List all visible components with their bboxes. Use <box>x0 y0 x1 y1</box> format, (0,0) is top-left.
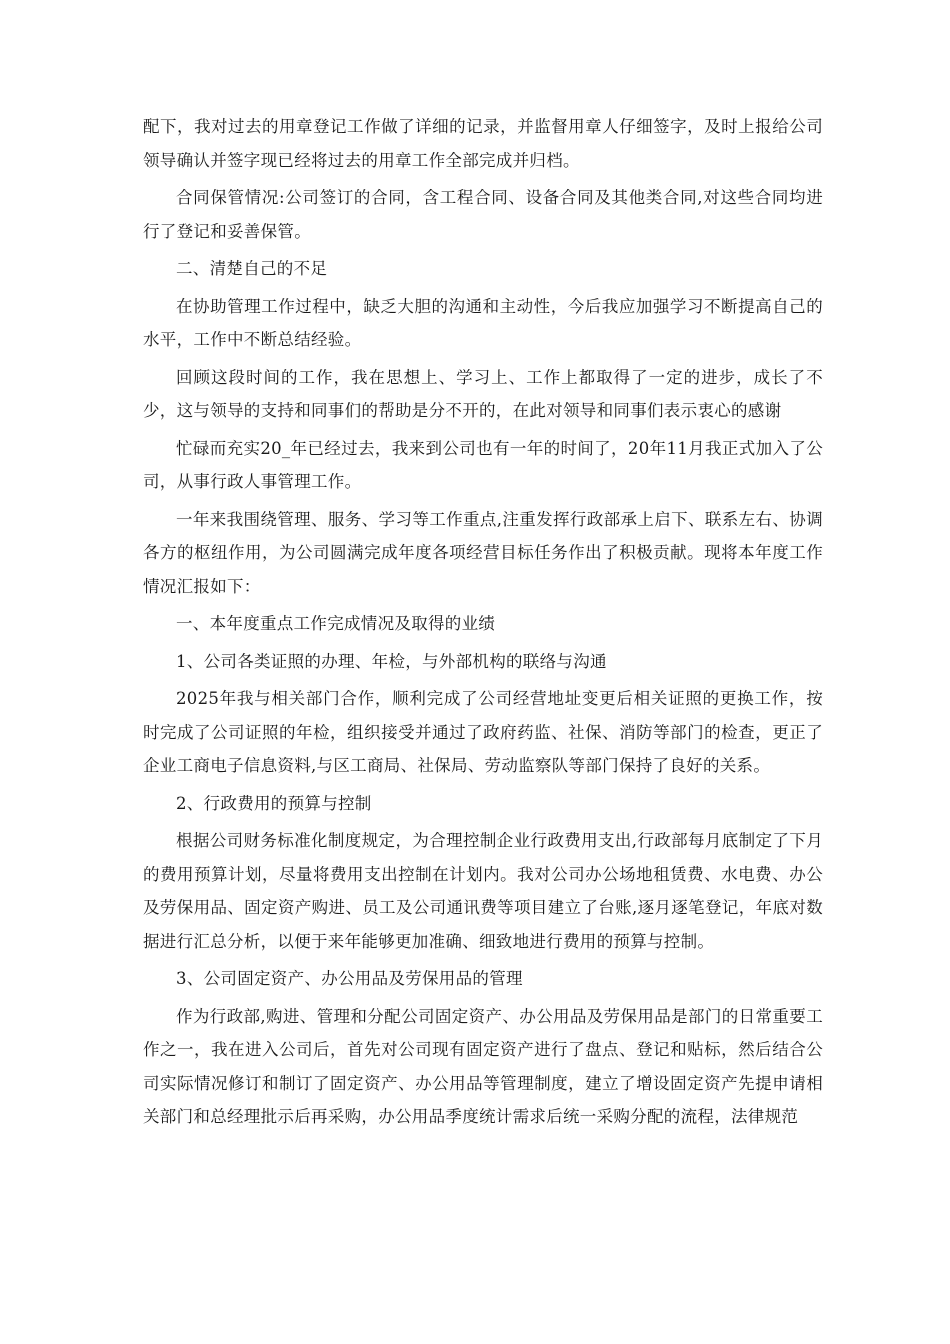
subsection-heading: 1、公司各类证照的办理、年检，与外部机构的联络与沟通 <box>176 651 607 671</box>
section-heading: 一、本年度重点工作完成情况及取得的业绩 <box>176 614 496 633</box>
paragraph: 配下，我对过去的用章登记工作做了详细的记录，并监督用章人仔细签字，及时上报给公司领导确认并签字现已经将过去的用章工作全部完成并归档。 <box>143 117 823 170</box>
paragraph: 回顾这段时间的工作，我在思想上、学习上、工作上都取得了一定的进步，成长了不少，这与领导的支持和同事们的帮助是分不开的，在此对领导和同事们表示衷心的感谢 <box>143 367 823 420</box>
paragraph: 在协助管理工作过程中，缺乏大胆的沟通和主动性，今后我应加强学习不断提高自己的水平，工作中不断总结经验。 <box>143 296 823 349</box>
paragraph: 2025年我与相关部门合作，顺利完成了公司经营地址变更后相关证照的更换工作，按时完成了公司证照的年检，组织接受并通过了政府药监、社保、消防等部门的检查，更正了企业工商电子信息资料,与区工商局、社保局、劳动监察队等部门保持了良好的关系。 <box>143 689 823 775</box>
subsection-heading: 2、行政费用的预算与控制 <box>176 793 372 813</box>
subsection-heading: 3、公司固定资产、办公用品及劳保用品的管理 <box>176 969 523 988</box>
paragraph: 忙碌而充实20_年已经过去，我来到公司也有一年的时间了，20年11月我正式加入了公司，从事行政人事管理工作。 <box>143 438 823 491</box>
paragraph: 一年来我围绕管理、服务、学习等工作重点,注重发挥行政部承上启下、联系左右、协调各方的枢纽作用，为公司圆满完成年度各项经营目标任务作出了积极贡献。现将本年度工作情况汇报如下： <box>143 509 823 596</box>
paragraph: 根据公司财务标准化制度规定，为合理控制企业行政费用支出,行政部每月底制定了下月的费用预算计划，尽量将费用支出控制在计划内。我对公司办公场地租赁费、水电费、办公及劳保用品、固定资产购进、员工及公司通讯费等项目建立了台账,逐月逐笔登记，年底对数据进行汇总分析，以便于来年能够更加准确、细致地进行费用的预算与控制。 <box>143 831 823 951</box>
paragraph: 作为行政部,购进、管理和分配公司固定资产、办公用品及劳保用品是部门的日常重要工作之一，我在进入公司后，首先对公司现有固定资产进行了盘点、登记和贴标，然后结合公司实际情况修订和制订了固定资产、办公用品等管理制度，建立了增设固定资产先提申请相关部门和总经理批示后再采购，办公用品季度统计需求后统一采购分配的流程，法律规范 <box>143 1006 823 1126</box>
paragraph: 合同保管情况:公司签订的合同，含工程合同、设备合同及其他类合同,对这些合同均进行了登记和妥善保管。 <box>143 188 823 241</box>
document-body <box>143 110 823 1138</box>
section-heading: 二、清楚自己的不足 <box>176 259 328 278</box>
